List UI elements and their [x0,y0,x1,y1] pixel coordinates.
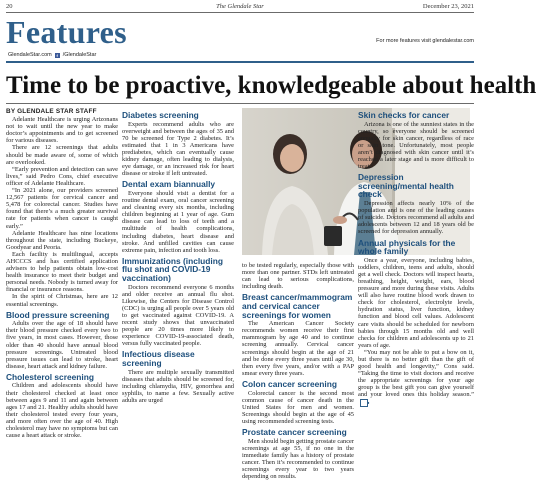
paragraph: Colorectal cancer is the second most common cause of cancer death in the United States for men and women. Screenings should begin at the age of 45 using recommended screening tests. [242,389,354,425]
byline: BY GLENDALE STAR STAFF [6,108,97,115]
section-title: Features [6,14,127,50]
headline: Time to be proactive, knowledgeable about health [6,72,536,99]
paragraph: Adelante Healthcare has nine locations throughout the state, including Buckeye, Goodyear and Peoria. [6,229,118,251]
paragraph: Experts recommend adults who are overweight and between the ages of 35 and 70 be screened for Type 2 diabetes. It’s estimated that 1 in 3 Americans have prediabetes, which can eventually cause kidney damage, often leading to dialysis, eye damage, or an increased risk for heart disease or stroke if left untreated. [122,120,234,178]
subhead: Cholesterol screening [6,371,94,382]
publication-name: The Glendale Star [216,3,264,10]
paragraph: Everyone should visit a dentist for a routine dental exam, oral cancer screening and cleaning every six months, including children beginning at 1 year of age. Gum disease can lead to loss of teeth and a multitude of health complications, including diabetes, heart disease and stroke. And unfilled cavities can cause extreme pain, infection and tooth loss. [122,189,234,254]
subhead: Colon cancer screening [242,378,337,389]
subhead: Immunizations (including flu shot and COVID-19 vaccination) [122,255,223,283]
paragraph: “In 2021 alone, our providers screened 12,567 patients for cervical cancer and 5,478 for colorectal cancer. Studies have found that there’s a much greater survival rate for patients when cancer is caught early.” [6,187,118,230]
page-number: 20 [6,3,13,10]
section-rule [6,61,474,63]
article-column-2 [122,108,234,404]
paragraph: Once a year, everyone, including babies, toddlers, children, teens and adults, should get a well check. Doctors will inspect hearts, breathing, height, weight, ears, blood pressure and more during these visits. Adults will also have routine blood work drawn to check for cholesterol, electrolyte levels, hydration status, liver function, kidney function and blood cell values. Adolescent care visits should be scheduled for newborn babies through 15 months old and well checks for children and adolescents up to 21 years of age. [358,256,474,349]
paragraph: to be tested regularly, especially those with more than one partner. STDs left untreated can lead to serious complications, including death. [242,262,354,291]
article-column-3 [242,262,354,480]
paragraph: There are multiple sexually transmitted diseases that adults should be screened for, including chlamydia, HIV, gonorrhea and syphilis, to name a few. Sexually active adults are urged [122,368,234,404]
paragraph: Depression affects nearly 10% of the population and is one of the leading causes of suicide. Doctors recommend all adults and adolescents between 12 and 18 years old be screened for depression annually. [358,200,474,236]
headline-rule [6,103,474,104]
paragraph: Adults over the age of 18 should have their blood pressure checked every two to five years, in most cases. However, those older than 40 should have annual blood pressure screenings. Untreated blood pressure issues can lead to stroke, heart disease, heart attack and kidney failure. [6,320,118,370]
subhead: Skin checks for cancer [358,110,450,120]
paragraph: Doctors recommend everyone 6 months and older receive an annual flu shot. Likewise, the Centers for Disease Control (CDC) is urging all people over 5 years old to get vaccinated against COVID-19. A recent study shows that unvaccinated people are 20 times more likely to experience COVID-19-associated death, versus fully vaccinated people. [122,283,234,348]
subhead: Diabetes screening [122,110,199,120]
issue-date: December 23, 2021 [422,3,474,10]
paragraph: The American Cancer Society recommends women receive their first mammogram by age 40 and to continue screening annually. Cervical cancer screenings should begin at the age of 21 and be done every three years until age 30, then every five years, and/or with a PAP smear every three years. [242,320,354,377]
subhead: Dental exam biannually [122,179,216,190]
subhead: Blood pressure screening [6,309,110,320]
paragraph: In the spirit of Christmas, here are 12 essential screenings. [6,293,118,308]
paragraph: Arizona is one of the sunniest states in the country, so everyone should be screened annually for skin cancer, regardless of race or skin tone. Unfortunately, most people aren’t diagnosed with skin cancer until it’s reached a later stage and is more difficult to treat. [358,120,474,171]
paragraph: Each facility is multilingual, accepts AHCCCS and has certified application advisers to help patients obtain low-cost health insurance to meet their budget and personal needs. Nobody is turned away for financial or insurance reasons. [6,250,118,294]
paragraph: “Early prevention and detection can save lives,” said Pedro Cons, chief executive officer of Adelante Healthcare. [6,165,118,187]
facebook-link[interactable]: /GlendaleStar [62,52,97,58]
article-column-1 [6,108,118,439]
end-of-story-icon: ■ [360,399,368,407]
facebook-icon: f [56,52,58,58]
paragraph: “You may not be able to put a bow on it, but there is no better gift than the gift of good health and longevity,” Cons said. “Taking the time to visit doctors and receive the appropriate screenings for your age group is the best gift you can give yourself and your loved ones this holiday season.”■ [358,348,474,405]
paragraph: Adelante Healthcare is urging Arizonans not to wait until the new year to make doctor’s appointments and to get screened for various diseases. [6,116,118,145]
subhead: Prostate cancer screening [242,426,347,437]
paragraph: Children and adolescents should have their cholesterol checked at least once between ages 9 and 11 and again between ages 17 and 21. Healthy adults should have their cholesterol tested every four years, and more often over the age of 40. High cholesterol may have no symptoms but can cause a heart attack or stroke. [6,382,118,440]
more-features-link[interactable]: For more features visit glendalestar.com [376,38,474,44]
subhead: Annual physicals for the whole family [358,237,456,257]
subhead: Depression screening/mental health check [358,172,454,200]
article-column-4 [358,108,474,407]
paragraph: There are 12 screenings that adults should be made aware of, some of which are overlooked. [6,144,118,166]
paragraph: Men should begin getting prostate cancer screenings at age 55, if no one in the immediate family has a history of prostate cancer. Then it’s recommended to continue screenings every year to two years depending on results. [242,437,354,480]
website-link[interactable]: GlendaleStar.com [8,52,52,58]
top-rule [6,12,474,13]
section-links [8,52,96,58]
subhead: Infectious disease screening [122,349,195,368]
subhead: Breast cancer/mammogram and cervical cancer screenings for women [242,292,353,320]
